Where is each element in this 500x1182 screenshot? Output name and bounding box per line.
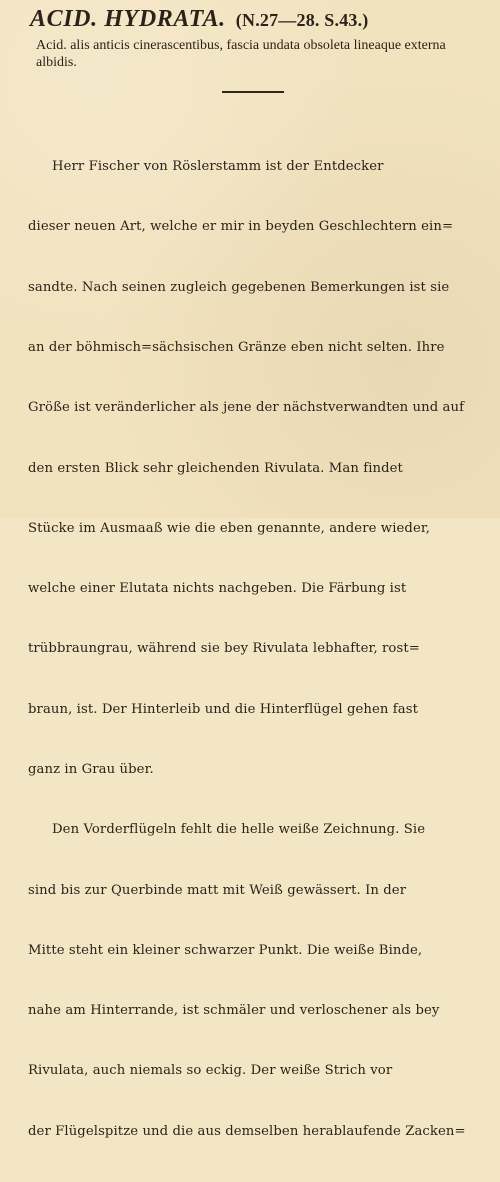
text-line-11: ganz in Grau über. xyxy=(28,762,154,777)
text-line-8: welche einer Elutata nichts nachgeben. Die Färbung ist xyxy=(28,581,407,597)
text-line-12: Den Vorderflügeln fehlt die helle weiße Zeichnung. Sie xyxy=(52,822,426,838)
text-line-10: braun, ist. Der Hinterleib und die Hinterflügel gehen fast xyxy=(28,701,418,717)
text-line-16: Rivulata, auch niemals so eckig. Der weiße Strich vor xyxy=(28,1063,393,1079)
text-line-6: den ersten Blick sehr gleichenden Rivulata. Man findet xyxy=(28,460,403,476)
text-line-1: Herr Fischer von Röslerstamm ist der Entdecker xyxy=(52,159,384,175)
plate-reference: (N.27—28. S.43.) xyxy=(235,10,369,30)
latin-diagnosis: Acid. alis anticis cinerascentibus, fascia undata obsoleta lineaque externa albidis. xyxy=(36,38,446,70)
text-line-14: Mitte steht ein kleiner schwarzer Punkt. Die weiße Binde, xyxy=(28,942,423,958)
text-line-17: der Flügelspitze und die aus demselben herablaufende Zacken= xyxy=(28,1123,466,1139)
text-line-13: sind bis zur Querbinde matt mit Weiß gewässert. In der xyxy=(28,882,407,898)
text-line-15: nahe am Hinterrande, ist schmäler und verloschener als bey xyxy=(28,1003,440,1019)
text-line-7: Stücke im Ausmaaß wie die eben genannte, andere wieder, xyxy=(28,520,431,536)
section-divider xyxy=(222,91,284,93)
species-header xyxy=(30,6,482,33)
german-description xyxy=(24,117,482,1182)
text-line-3: sandte. Nach seinen zugleich gegebenen Bemerkungen ist sie xyxy=(28,279,450,295)
species-title: ACID. HYDRATA. xyxy=(30,6,226,32)
text-line-9: trübbraungrau, während sie bey Rivulata lebhafter, rost= xyxy=(28,641,420,657)
text-line-5: Größe ist veränderlicher als jene der nächstverwandten und auf xyxy=(28,400,465,416)
text-line-4: an der böhmisch=sächsischen Gränze eben nicht selten. Ihre xyxy=(28,340,445,356)
text-line-2: dieser neuen Art, welche er mir in beyden Geschlechtern ein= xyxy=(28,219,454,235)
